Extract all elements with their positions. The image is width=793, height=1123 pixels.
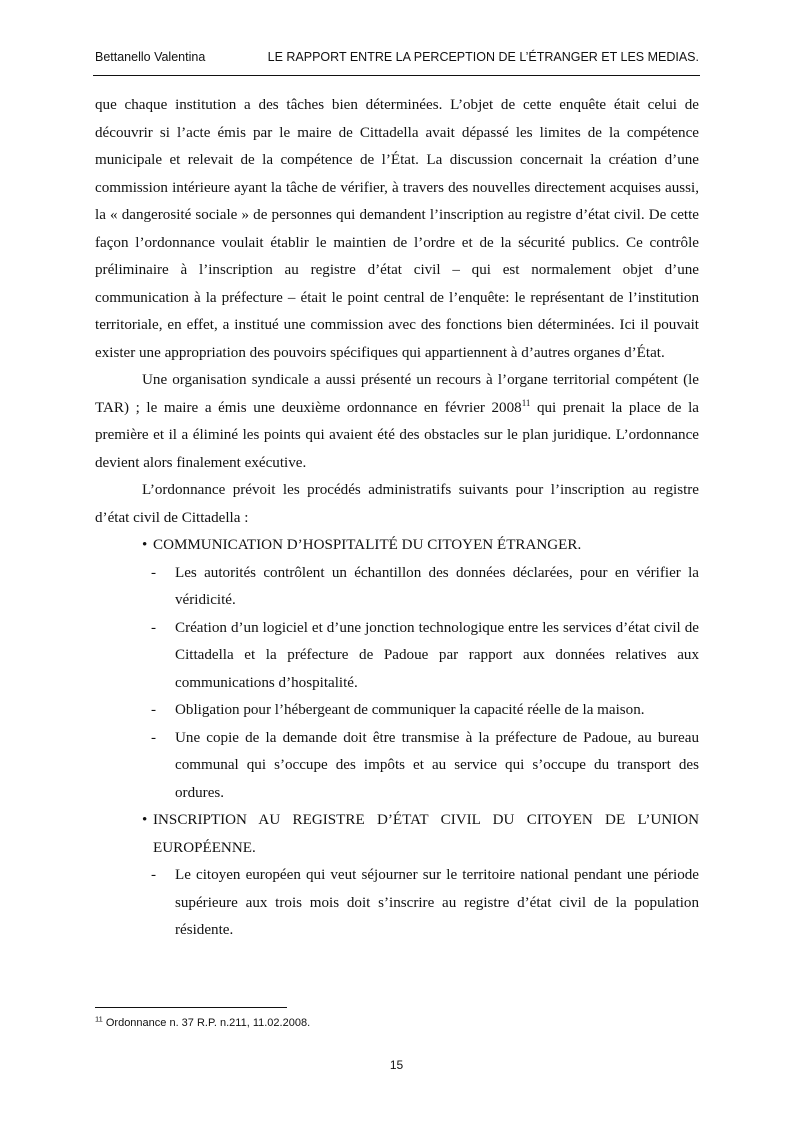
list-item-text: Le citoyen européen qui veut séjourner sur le territoire national pendant une période supérieure aux trois mois doit s’inscrire au registre d’état civil de la population résidente.	[175, 867, 699, 938]
header-title: LE RAPPORT ENTRE LA PERCEPTION DE L’ÉTRANGER ET LES MEDIAS.	[267, 50, 699, 64]
list-item-text: Les autorités contrôlent un échantillon des données déclarées, pour en vérifier la véridicité.	[175, 564, 699, 608]
header-author: Bettanello Valentina	[95, 50, 206, 64]
header-rule	[93, 75, 700, 76]
list-item-text: Obligation pour l’hébergeant de communiquer la capacité réelle de la maison.	[175, 702, 645, 718]
paragraph-2	[95, 367, 699, 477]
list-item	[95, 862, 699, 945]
dash-icon: -	[151, 729, 157, 746]
footnote-text: Ordonnance n. 37 R.P. n.211, 11.02.2008.	[102, 1017, 311, 1029]
footnote	[95, 1014, 311, 1029]
dash-icon: -	[151, 619, 157, 636]
list-item	[95, 725, 699, 808]
section-2-heading-text: INSCRIPTION AU REGISTRE D’ÉTAT CIVIL DU CITOYEN DE L’UNION EUROPÉENNE.	[153, 812, 699, 856]
paragraph-2-text-before: Une organisation syndicale a aussi présenté un recours à l’organe territorial compétent (le TAR) ; le maire a émis une deuxième ordonnance en février 2008	[95, 372, 699, 416]
page-number: 15	[389, 1058, 404, 1072]
dash-icon: -	[151, 702, 157, 718]
dash-icon: -	[151, 564, 157, 581]
body-text	[95, 92, 699, 945]
paragraph-3: L’ordonnance prévoit les procédés administratifs suivants pour l’inscription au registre d’état civil de Cittadella :	[95, 482, 699, 526]
paragraph-2-text-after: qui prenait la place de la première et il a éliminé les points qui avaient été des obstacles sur le plan juridique. L’ordonnance devient alors finalement exécutive.	[95, 399, 699, 471]
list-item	[95, 615, 699, 698]
section-1-heading	[95, 532, 699, 560]
list-item	[95, 697, 699, 725]
section-1-heading-text: COMMUNICATION D’HOSPITALITÉ DU CITOYEN ÉTRANGER.	[153, 537, 582, 553]
list-item-text: Une copie de la demande doit être transmise à la préfecture de Padoue, au bureau communal qui s’occupe des impôts et au service qui s’occupe du transport des ordures.	[175, 729, 699, 801]
bullet-icon: •	[142, 537, 148, 553]
list-item-text: Création d’un logiciel et d’une jonction technologique entre les services d’état civil de Cittadella et la préfecture de Padoue par rapport aux données relatives aux communications d’hospitalité.	[175, 619, 699, 691]
dash-icon: -	[151, 867, 157, 883]
footnote-rule	[95, 1007, 287, 1008]
footnote-reference[interactable]: 11	[521, 397, 531, 408]
paragraph-1: que chaque institution a des tâches bien déterminées. L’objet de cette enquête était celui de découvrir si l’acte émis par le maire de Cittadella avait dépassé les limites de la compétence municipale et relevait de la compétence de l’État. La discussion concernait la création d’une commission intérieure ayant la tâche de vérifier, à travers des nouvelles directement acquises aussi, la « dangerosité sociale » de personnes qui demandent l’inscription au registre d’état civil. De cette façon l’ordonnance voulait établir le maintien de l’ordre et de la sécurité publics. Ce contrôle préliminaire à l’inscription au registre d’état civil – qui est normalement objet d’une communication à la préfecture – était le point central de l’enquête: le représentant de l’institution territoriale, en effet, a institué une commission avec des fonctions bien déterminées. Ici il pouvait exister une appropriation des pouvoirs spécifiques qui appartiennent à d’autres organes d’État.	[95, 97, 699, 361]
footnote-number: 11	[95, 1014, 103, 1024]
list-item	[95, 560, 699, 615]
bullet-icon: •	[142, 812, 148, 828]
section-2-heading	[95, 807, 699, 862]
